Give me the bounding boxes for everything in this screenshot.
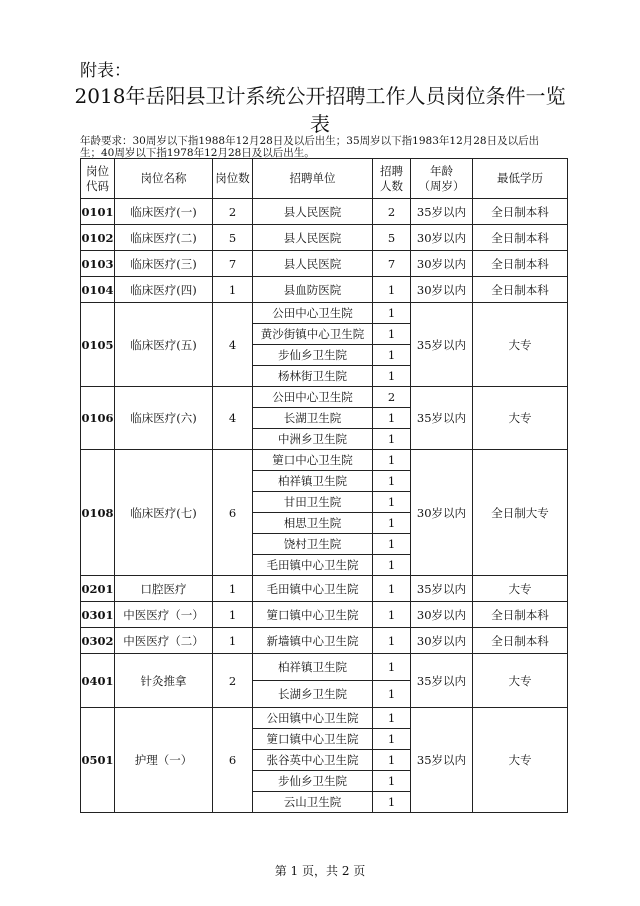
position-name: 临床医疗(二) — [115, 225, 213, 251]
header-name: 岗位名称 — [115, 159, 213, 199]
recruiting-unit: 县人民医院 — [253, 225, 373, 251]
page-title: 2018年岳阳县卫计系统公开招聘工作人员岗位条件一览表 — [74, 84, 566, 136]
position-code: 0201 — [81, 576, 115, 602]
header-age: 年龄 （周岁） — [411, 159, 473, 199]
recruit-number: 1 — [373, 771, 411, 792]
min-education: 大专 — [473, 576, 568, 602]
recruiting-unit: 甘田卫生院 — [253, 492, 373, 513]
recruiting-unit: 公田镇中心卫生院 — [253, 708, 373, 729]
recruiting-unit: 县人民医院 — [253, 199, 373, 225]
age-limit: 30岁以内 — [411, 450, 473, 576]
recruiting-unit: 公田中心卫生院 — [253, 387, 373, 408]
position-count: 1 — [213, 628, 253, 654]
recruit-number: 5 — [373, 225, 411, 251]
min-education: 全日制本科 — [473, 199, 568, 225]
recruit-number: 1 — [373, 729, 411, 750]
recruit-number: 1 — [373, 555, 411, 576]
recruit-number: 1 — [373, 681, 411, 708]
position-name: 临床医疗(七) — [115, 450, 213, 576]
age-limit: 35岁以内 — [411, 708, 473, 813]
table-row — [81, 387, 568, 408]
recruiting-unit: 中洲乡卫生院 — [253, 429, 373, 450]
recruit-number: 1 — [373, 471, 411, 492]
age-limit: 35岁以内 — [411, 303, 473, 387]
recruit-number: 1 — [373, 654, 411, 681]
position-code: 0102 — [81, 225, 115, 251]
position-count: 2 — [213, 654, 253, 708]
position-name: 临床医疗(四) — [115, 277, 213, 303]
table-row — [81, 225, 568, 251]
table-row — [81, 199, 568, 225]
position-count: 5 — [213, 225, 253, 251]
recruiting-unit: 长湖卫生院 — [253, 408, 373, 429]
table-row — [81, 654, 568, 681]
min-education: 全日制本科 — [473, 225, 568, 251]
header-unit: 招聘单位 — [253, 159, 373, 199]
age-limit: 35岁以内 — [411, 576, 473, 602]
recruit-number: 1 — [373, 792, 411, 813]
age-limit: 35岁以内 — [411, 387, 473, 450]
page-footer: 第 1 页，共 2 页 — [274, 864, 366, 878]
position-name: 中医医疗（二） — [115, 628, 213, 654]
recruit-number: 2 — [373, 199, 411, 225]
age-requirement-note: 年龄要求：30周岁以下指1988年12月28日及以后出生；35周岁以下指1983年12月28日及以后出生；40周岁以下指1978年12月28日及以后出生。 — [80, 135, 540, 159]
position-code: 0101 — [81, 199, 115, 225]
recruiting-unit: 云山卫生院 — [253, 792, 373, 813]
recruiting-unit: 张谷英中心卫生院 — [253, 750, 373, 771]
position-count: 1 — [213, 277, 253, 303]
position-code: 0501 — [81, 708, 115, 813]
recruiting-unit: 筻口镇中心卫生院 — [253, 602, 373, 628]
recruit-number: 1 — [373, 303, 411, 324]
position-code: 0106 — [81, 387, 115, 450]
position-count: 1 — [213, 602, 253, 628]
position-count: 2 — [213, 199, 253, 225]
recruiting-unit: 筻口镇中心卫生院 — [253, 729, 373, 750]
recruiting-unit: 步仙乡卫生院 — [253, 345, 373, 366]
age-limit: 30岁以内 — [411, 602, 473, 628]
recruit-number: 1 — [373, 602, 411, 628]
table-header-row — [81, 159, 568, 199]
age-limit: 30岁以内 — [411, 628, 473, 654]
table-row — [81, 708, 568, 729]
recruit-number: 1 — [373, 750, 411, 771]
age-limit: 35岁以内 — [411, 654, 473, 708]
recruit-number: 7 — [373, 251, 411, 277]
position-code: 0104 — [81, 277, 115, 303]
position-name: 临床医疗(六) — [115, 387, 213, 450]
min-education: 全日制本科 — [473, 251, 568, 277]
min-education: 全日制大专 — [473, 450, 568, 576]
header-edu: 最低学历 — [473, 159, 568, 199]
recruit-number: 1 — [373, 324, 411, 345]
recruiting-unit: 柏祥镇卫生院 — [253, 654, 373, 681]
recruiting-unit: 黄沙街镇中心卫生院 — [253, 324, 373, 345]
recruiting-unit: 县人民医院 — [253, 251, 373, 277]
recruiting-unit: 柏祥镇卫生院 — [253, 471, 373, 492]
age-limit: 30岁以内 — [411, 225, 473, 251]
min-education: 大专 — [473, 387, 568, 450]
position-name: 中医医疗（一） — [115, 602, 213, 628]
age-limit: 30岁以内 — [411, 277, 473, 303]
recruiting-unit: 毛田镇中心卫生院 — [253, 576, 373, 602]
recruiting-unit: 公田中心卫生院 — [253, 303, 373, 324]
recruit-number: 1 — [373, 408, 411, 429]
table-row — [81, 602, 568, 628]
position-count: 6 — [213, 708, 253, 813]
min-education: 大专 — [473, 708, 568, 813]
recruit-number: 1 — [373, 708, 411, 729]
min-education: 大专 — [473, 654, 568, 708]
recruiting-unit: 步仙乡卫生院 — [253, 771, 373, 792]
min-education: 全日制本科 — [473, 277, 568, 303]
recruit-number: 1 — [373, 534, 411, 555]
recruiting-unit: 杨林街卫生院 — [253, 366, 373, 387]
position-code: 0105 — [81, 303, 115, 387]
header-code: 岗位 代码 — [81, 159, 115, 199]
header-posts: 岗位数 — [213, 159, 253, 199]
age-limit: 35岁以内 — [411, 199, 473, 225]
recruit-number: 1 — [373, 628, 411, 654]
recruit-number: 1 — [373, 492, 411, 513]
min-education: 全日制本科 — [473, 602, 568, 628]
recruiting-unit: 长湖乡卫生院 — [253, 681, 373, 708]
position-name: 口腔医疗 — [115, 576, 213, 602]
position-code: 0301 — [81, 602, 115, 628]
attachment-label: 附表： — [80, 61, 131, 81]
min-education: 全日制本科 — [473, 628, 568, 654]
position-code: 0302 — [81, 628, 115, 654]
position-count: 6 — [213, 450, 253, 576]
table-row — [81, 303, 568, 324]
recruit-number: 1 — [373, 576, 411, 602]
position-count: 4 — [213, 387, 253, 450]
position-name: 临床医疗(三) — [115, 251, 213, 277]
min-education: 大专 — [473, 303, 568, 387]
position-count: 7 — [213, 251, 253, 277]
recruiting-unit: 县血防医院 — [253, 277, 373, 303]
position-code: 0103 — [81, 251, 115, 277]
position-code: 0401 — [81, 654, 115, 708]
table-row — [81, 628, 568, 654]
position-name: 临床医疗(五) — [115, 303, 213, 387]
recruiting-unit: 毛田镇中心卫生院 — [253, 555, 373, 576]
header-count: 招聘 人数 — [373, 159, 411, 199]
recruit-number: 1 — [373, 366, 411, 387]
position-name: 护理（一） — [115, 708, 213, 813]
position-name: 临床医疗(一) — [115, 199, 213, 225]
recruit-number: 1 — [373, 345, 411, 366]
table-row — [81, 450, 568, 471]
recruit-number: 1 — [373, 450, 411, 471]
recruiting-unit: 新墙镇中心卫生院 — [253, 628, 373, 654]
table-row — [81, 251, 568, 277]
recruit-number: 2 — [373, 387, 411, 408]
position-count: 1 — [213, 576, 253, 602]
table-row — [81, 576, 568, 602]
recruit-number: 1 — [373, 277, 411, 303]
positions-table — [80, 158, 568, 813]
recruiting-unit: 相思卫生院 — [253, 513, 373, 534]
position-count: 4 — [213, 303, 253, 387]
age-limit: 30岁以内 — [411, 251, 473, 277]
position-code: 0108 — [81, 450, 115, 576]
recruiting-unit: 饶村卫生院 — [253, 534, 373, 555]
table-row — [81, 277, 568, 303]
recruiting-unit: 筻口中心卫生院 — [253, 450, 373, 471]
position-name: 针灸推拿 — [115, 654, 213, 708]
recruit-number: 1 — [373, 513, 411, 534]
recruit-number: 1 — [373, 429, 411, 450]
